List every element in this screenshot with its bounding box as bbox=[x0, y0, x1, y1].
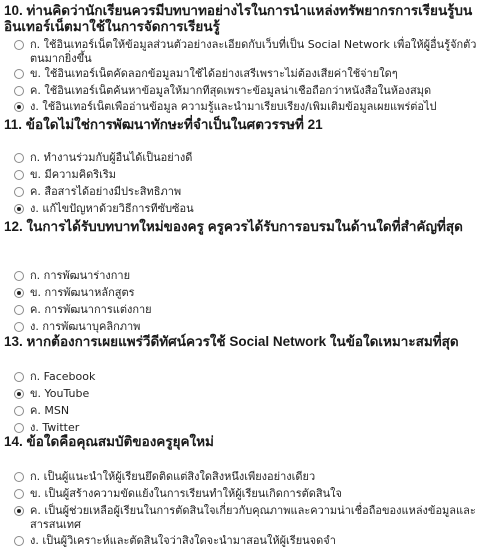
option-label: ค. เป็นผู้ช่วยเหลือผู้เรียนในการตัดสินใจเกี่ยวกับคุณภาพและความน่าเชื่อถือของแหล่งข้อมูลและสารสนเทศ bbox=[30, 504, 476, 531]
radio-button[interactable] bbox=[14, 423, 24, 433]
option-label: ค. สื่อสารได้อย่างมีประสิทธิภาพ bbox=[30, 185, 182, 198]
option-label: ก. เป็นผู้แนะนำให้ผู้เรียนยึดติดแต่สิ่งใดสิ่งหนึ่งเพียงอย่างเดียว bbox=[30, 470, 316, 483]
radio-button[interactable] bbox=[14, 69, 24, 79]
question-10-title: 10. ท่านคิดว่านักเรียนควรมีบทบาทอย่างไรในการนำแหล่งทรัพยากรการเรียนรู้บนอินเทอร์เน็ตมาใช้ในการจัดการเรียนรู้ bbox=[4, 3, 473, 34]
radio-button[interactable] bbox=[14, 86, 24, 96]
radio-button[interactable] bbox=[14, 536, 24, 546]
radio-button-selected[interactable] bbox=[14, 506, 24, 516]
question-14-title: 14. ข้อใดคือคุณสมบัติของครูยุคใหม่ bbox=[4, 434, 214, 449]
option-label: ข. มีความคิดริเริ่ม bbox=[30, 168, 117, 181]
radio-button[interactable] bbox=[14, 489, 24, 499]
question-12-option-b[interactable] bbox=[14, 286, 480, 300]
question-10-option-b[interactable] bbox=[14, 67, 480, 81]
question-14-option-a[interactable] bbox=[14, 470, 480, 484]
radio-button[interactable] bbox=[14, 406, 24, 416]
question-11-title: 11. ข้อใดไม่ใช่การพัฒนาทักษะที่จำเป็นในศตวรรษที่ 21 bbox=[4, 117, 323, 132]
question-13-option-d[interactable] bbox=[14, 421, 480, 435]
question-14-option-c[interactable] bbox=[14, 504, 480, 532]
radio-button[interactable] bbox=[14, 40, 24, 50]
radio-button-selected[interactable] bbox=[14, 389, 24, 399]
question-10-option-a[interactable] bbox=[14, 38, 480, 66]
option-label: ก. ทำงานร่วมกับผู้อื่นได้เป็นอย่างดี bbox=[30, 151, 193, 164]
question-11-option-c[interactable] bbox=[14, 185, 480, 199]
question-12-option-c[interactable] bbox=[14, 303, 480, 317]
option-label: ข. YouTube bbox=[30, 387, 90, 400]
option-label: ง. Twitter bbox=[30, 421, 80, 434]
question-14-option-d[interactable] bbox=[14, 534, 480, 548]
question-13-option-a[interactable] bbox=[14, 370, 480, 384]
question-13-title: 13. หากต้องการเผยแพร่วีดีทัศน์ควรใช้ Social Network ในข้อใดเหมาะสมที่สุด bbox=[4, 334, 459, 349]
option-label: ค. MSN bbox=[30, 404, 70, 417]
question-12-option-a[interactable] bbox=[14, 269, 480, 283]
option-label: ค. ใช้อินเทอร์เน็ตค้นหาข้อมูลให้มากที่สุดเพราะข้อมูลน่าเชื่อถือกว่าหนังสือในห้องสมุด bbox=[30, 84, 432, 97]
radio-button[interactable] bbox=[14, 372, 24, 382]
radio-button-selected[interactable] bbox=[14, 204, 24, 214]
option-label: ก. Facebook bbox=[30, 370, 96, 383]
option-label: ค. การพัฒนาการแต่งกาย bbox=[30, 303, 152, 316]
option-label: ง. แก้ไขปัญหาด้วยวิธีการที่ซับซ้อน bbox=[30, 202, 194, 215]
radio-button[interactable] bbox=[14, 305, 24, 315]
radio-button[interactable] bbox=[14, 187, 24, 197]
radio-button[interactable] bbox=[14, 153, 24, 163]
radio-button-selected[interactable] bbox=[14, 102, 24, 112]
question-11-option-a[interactable] bbox=[14, 151, 480, 165]
question-12-option-d[interactable] bbox=[14, 320, 480, 334]
radio-button[interactable] bbox=[14, 170, 24, 180]
question-13-option-b[interactable] bbox=[14, 387, 480, 401]
question-11-option-d[interactable] bbox=[14, 202, 480, 216]
radio-button[interactable] bbox=[14, 271, 24, 281]
option-label: ข. เป็นผู้สร้างความขัดแย้งในการเรียนทำให้ผู้เรียนเกิดการตัดสินใจ bbox=[30, 487, 342, 500]
radio-button-selected[interactable] bbox=[14, 288, 24, 298]
radio-button[interactable] bbox=[14, 472, 24, 482]
question-10-option-c[interactable] bbox=[14, 84, 480, 98]
option-label: ง. การพัฒนาบุคลิกภาพ bbox=[30, 320, 141, 333]
option-label: ก. ใช้อินเทอร์เน็ตให้ข้อมูลส่วนตัวอย่างละเอียดกับเว็บที่เป็น Social Network เพื่อให้ผู้อื่นรู้จักตัวตนมากยิ่งขึ้น bbox=[30, 38, 477, 65]
radio-button[interactable] bbox=[14, 322, 24, 332]
question-13-option-c[interactable] bbox=[14, 404, 480, 418]
question-11-option-b[interactable] bbox=[14, 168, 480, 182]
option-label: ข. ใช้อินเทอร์เน็ตคัดลอกข้อมูลมาใช้ได้อย่างเสรีเพราะไม่ต้องเสียค่าใช้จ่ายใดๆ bbox=[30, 67, 398, 80]
option-label: ง. ใช้อินเทอร์เน็ตเพื่ออ่านข้อมูล ความรู้และนำมาเรียบเรียง/เพิ่มเติมข้อมูลเผยแพร่ต่อไป bbox=[30, 100, 437, 113]
option-label: ก. การพัฒนาร่างกาย bbox=[30, 269, 131, 282]
question-12-title: 12. ในการได้รับบทบาทใหม่ของครู ครูควรได้รับการอบรมในด้านใดที่สำคัญที่สุด bbox=[4, 219, 463, 234]
option-label: ง. เป็นผู้วิเคราะห์และตัดสินใจว่าสิ่งใดจะนำมาสอนให้ผู้เรียนจดจำ bbox=[30, 534, 336, 547]
question-10-option-d[interactable] bbox=[14, 100, 480, 114]
option-label: ข. การพัฒนาหลักสูตร bbox=[30, 286, 135, 299]
question-14-option-b[interactable] bbox=[14, 487, 480, 501]
